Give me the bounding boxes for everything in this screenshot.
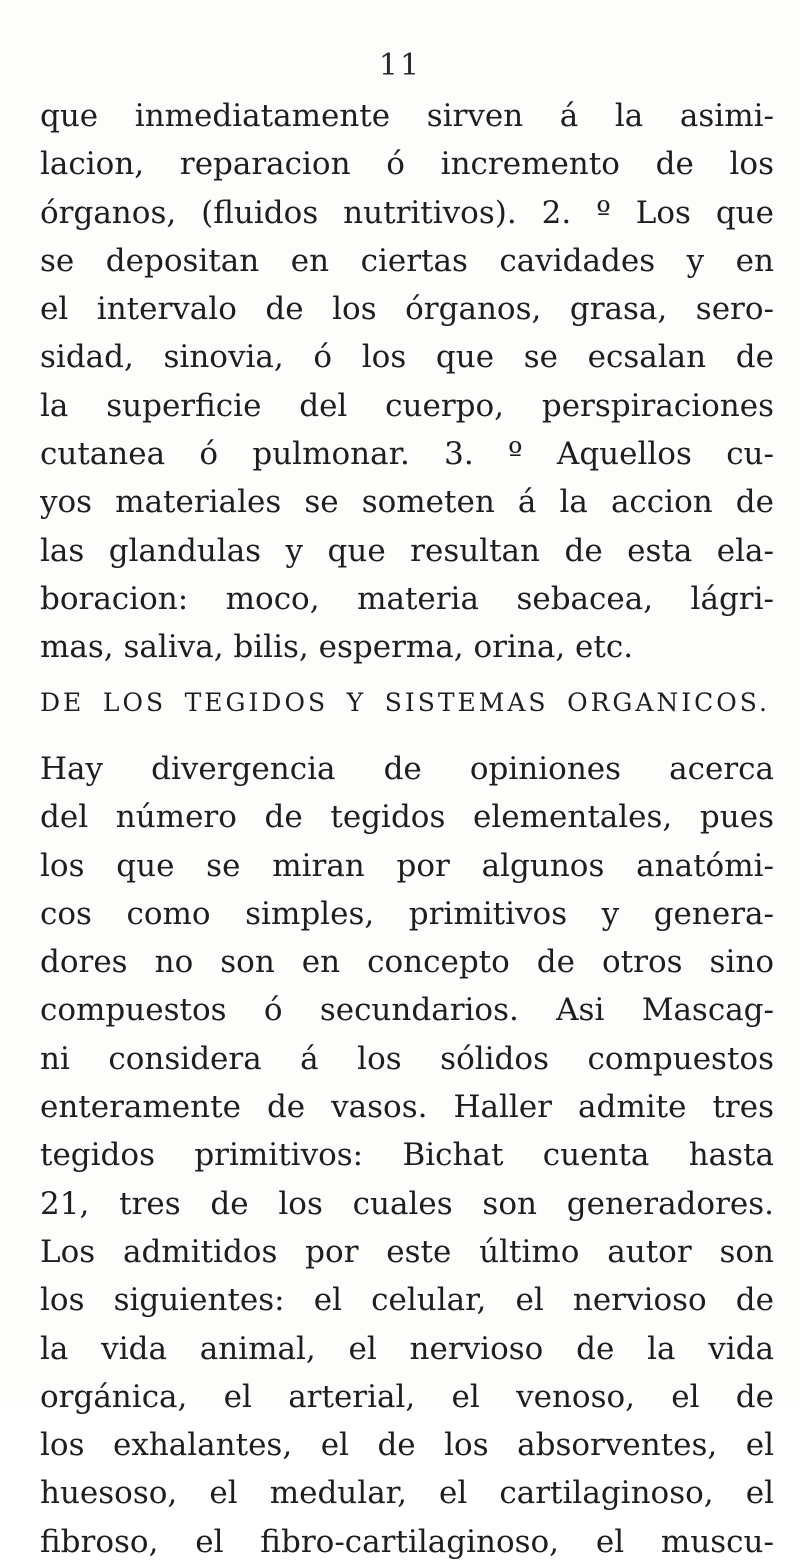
paragraph-1 [40, 92, 774, 672]
text-line: yos materiales se someten á la accion de [40, 484, 774, 521]
text-line: compuestos ó secundarios. Asi Mascag- [40, 992, 774, 1029]
text-line: tegidos primitivos: Bichat cuenta hasta [40, 1137, 774, 1174]
section-heading: DE LOS TEGIDOS Y SISTEMAS ORGANICOS. [40, 688, 770, 717]
text-line: sidad, sinovia, ó los que se ecsalan de [40, 339, 774, 376]
text-line: boracion: moco, materia sebacea, lágri- [40, 580, 774, 617]
text-line: orgánica, el arterial, el venoso, el de [40, 1378, 774, 1415]
text-line: órganos, (fluidos nutritivos). 2. º Los que [40, 194, 774, 231]
text-line: del número de tegidos elementales, pues [40, 799, 774, 836]
page-number: 11 [378, 48, 422, 83]
text-line: la superficie del cuerpo, perspiraciones [40, 387, 774, 424]
paragraph-2 [40, 745, 774, 1566]
text-line: dores no son en concepto de otros sino [40, 944, 774, 981]
text-line: ni considera á los sólidos compuestos [40, 1040, 774, 1077]
text-line: enteramente de vasos. Haller admite tres [40, 1089, 774, 1126]
text-line: 21, tres de los cuales son generadores. [40, 1185, 774, 1222]
text-line: las glandulas y que resultan de esta ela- [40, 532, 774, 569]
text-line: se depositan en ciertas cavidades y en [40, 242, 774, 279]
text-line: Los admitidos por este último autor son [40, 1233, 774, 1270]
text-line: mas, saliva, bilis, esperma, orina, etc. [40, 629, 634, 666]
text-line: cutanea ó pulmonar. 3. º Aquellos cu- [40, 436, 774, 473]
text-line: cos como simples, primitivos y genera- [40, 895, 774, 932]
text-line: lacion, reparacion ó incremento de los [40, 146, 774, 183]
text-line: fibroso, el fibro-cartilaginoso, el muscu- [40, 1523, 774, 1560]
text-line: el intervalo de los órganos, grasa, sero- [40, 291, 774, 328]
text-line: los exhalantes, el de los absorventes, el [40, 1427, 774, 1464]
text-line: la vida animal, el nervioso de la vida [40, 1330, 774, 1367]
text-line: Hay divergencia de opiniones acerca [40, 751, 774, 787]
text-line: los que se miran por algunos anatómi- [40, 847, 774, 884]
text-line: que inmediatamente sirven á la asimi- [40, 98, 774, 134]
text-line: los siguientes: el celular, el nervioso de [40, 1282, 774, 1319]
text-line: huesoso, el medular, el cartilaginoso, el [40, 1475, 774, 1512]
